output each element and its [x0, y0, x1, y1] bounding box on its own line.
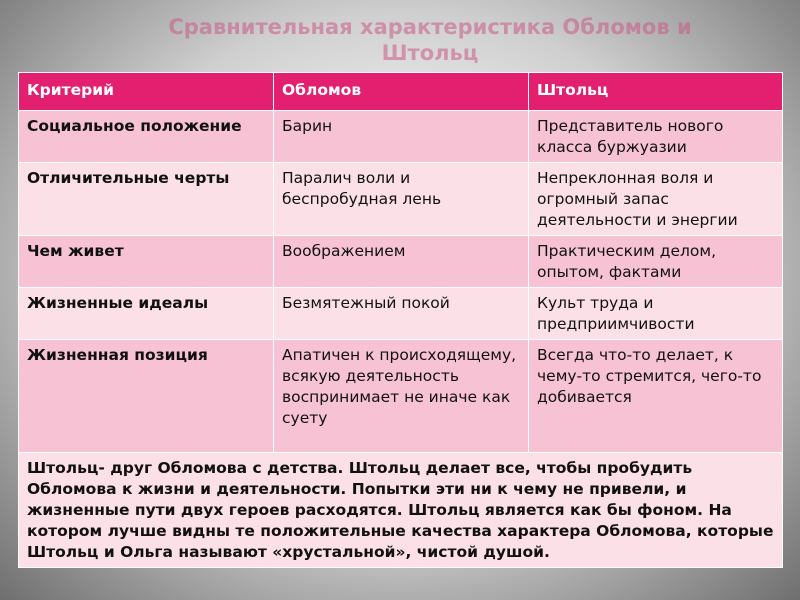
cell-oblomov: Воображением [274, 236, 529, 288]
cell-criterion: Чем живет [19, 236, 274, 288]
cell-stolz: Представитель нового класса буржуазии [529, 111, 783, 163]
table-row [19, 340, 783, 453]
comparison-table-container [18, 72, 782, 568]
cell-oblomov: Апатичен к происходящему, всякую деятельность воспринимает не иначе как суету [274, 340, 529, 453]
cell-stolz: Всегда что-то делает, к чему-то стремится, чего-то добивается [529, 340, 783, 453]
cell-oblomov: Безмятежный покой [274, 288, 529, 340]
table-row [19, 236, 783, 288]
table-row [19, 288, 783, 340]
cell-stolz: Практическим делом, опытом, фактами [529, 236, 783, 288]
slide-title: Сравнительная характеристика Обломов и Штольц [168, 15, 692, 65]
comparison-table [18, 72, 783, 568]
cell-stolz: Культ труда и предприимчивости [529, 288, 783, 340]
table-row [19, 111, 783, 163]
cell-criterion: Отличительные черты [19, 163, 274, 236]
cell-criterion: Жизненная позиция [19, 340, 274, 453]
header-oblomov: Обломов [274, 73, 529, 111]
header-stolz: Штольц [529, 73, 783, 111]
cell-criterion: Жизненные идеалы [19, 288, 274, 340]
table-row [19, 163, 783, 236]
header-criterion: Критерий [19, 73, 274, 111]
summary-text: Штольц- друг Обломова с детства. Штольц делает все, чтобы пробудить Обломова к жизни и деятельности. Попытки эти ни к чему не привели, и жизненные пути двух героев расходятся. Штольц является как бы фоном. На котором лучше видны те положительные качества характера Обломова, которые Штольц и Ольга называют «хрустальной», чистой душой. [19, 453, 783, 568]
summary-row [19, 453, 783, 568]
table-header-row [19, 73, 783, 111]
cell-oblomov: Барин [274, 111, 529, 163]
cell-criterion: Социальное положение [19, 111, 274, 163]
cell-oblomov: Паралич воли и беспробудная лень [274, 163, 529, 236]
cell-stolz: Непреклонная воля и огромный запас деятельности и энергии [529, 163, 783, 236]
